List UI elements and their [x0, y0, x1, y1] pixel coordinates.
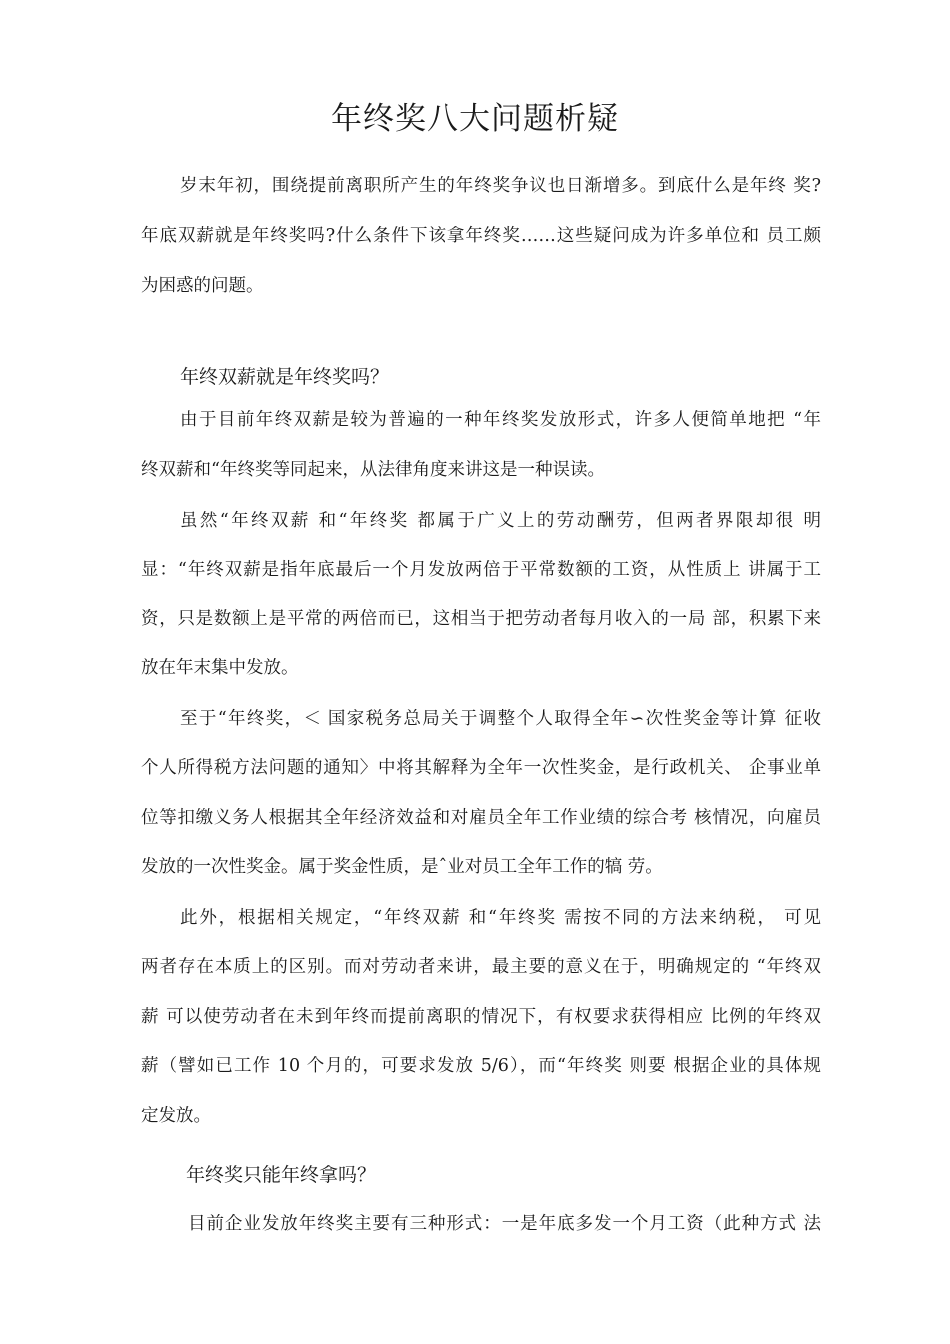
section-heading-1: 年终双薪就是年终奖吗？	[180, 366, 390, 388]
s1-p4-line-2: 两者存在本质上的区别。而对劳动者来讲，最主要的意义在于，明确规定的 “年终双	[141, 957, 821, 977]
document-title: 年终奖八大问题析疑	[331, 101, 619, 137]
s1-p2-line-2: 显：“年终双薪是指年底最后一个月发放两倍于平常数额的工资，从性质上 讲属于工	[141, 560, 821, 580]
s1-p1-line-2: 终双薪和“年终奖等同起来，从法律角度来讲这是一种误读。	[141, 460, 605, 480]
s1-p4-line-1: 此外，根据相关规定，“年终双薪 和“年终奖 需按不同的方法来纳税， 可见	[180, 908, 821, 928]
s1-p2-line-1: 虽然“年终双薪 和“年终奖 都属于广义上的劳动酬劳，但两者界限却很 明	[180, 511, 821, 531]
intro-line-1: 岁末年初，围绕提前离职所产生的年终奖争议也日渐增多。到底什么是年终 奖?	[180, 176, 821, 196]
intro-line-2: 年底双薪就是年终奖吗?什么条件下该拿年终奖……这些疑问成为许多单位和 员工颇	[141, 226, 821, 246]
s1-p2-line-4: 放在年末集中发放。	[141, 658, 299, 678]
section-heading-2: 年终奖只能年终拿吗？	[186, 1164, 377, 1186]
s1-p4-line-4: 薪（譬如已工作 10 个月的，可要求发放 5/6），而“年终奖 则要 根据企业的具体规	[141, 1056, 821, 1076]
s1-p3-line-1: 至于“年终奖，＜ 国家税务总局关于调整个人取得全年∽次性奖金等计算 征收	[180, 709, 821, 729]
s1-p3-line-2: 个人所得税方法问题的通知〉中将其解释为全年一次性奖金，是行政机关、 企事业单	[141, 758, 821, 778]
s1-p3-line-3: 位等扣缴义务人根据其全年经济效益和对雇员全年工作业绩的综合考 核情况，向雇员	[141, 808, 821, 828]
s2-p1-line-1: 目前企业发放年终奖主要有三种形式：一是年底多发一个月工资（此种方式 法	[188, 1214, 821, 1234]
s1-p2-line-3: 资，只是数额上是平常的两倍而已，这相当于把劳动者每月收入的一局 部，积累下来	[141, 609, 821, 629]
intro-line-3: 为困惑的问题。	[141, 276, 264, 296]
s1-p4-line-5: 定发放。	[141, 1106, 211, 1126]
s1-p1-line-1: 由于目前年终双薪是较为普遍的一种年终奖发放形式，许多人便简单地把 “年	[180, 410, 821, 430]
s1-p4-line-3: 薪 可以使劳动者在未到年终而提前离职的情况下，有权要求获得相应 比例的年终双	[141, 1007, 821, 1027]
s1-p3-line-4: 发放的一次性奖金。属于奖金性质，是ˆ业对员工全年工作的犒 劳。	[141, 857, 663, 877]
